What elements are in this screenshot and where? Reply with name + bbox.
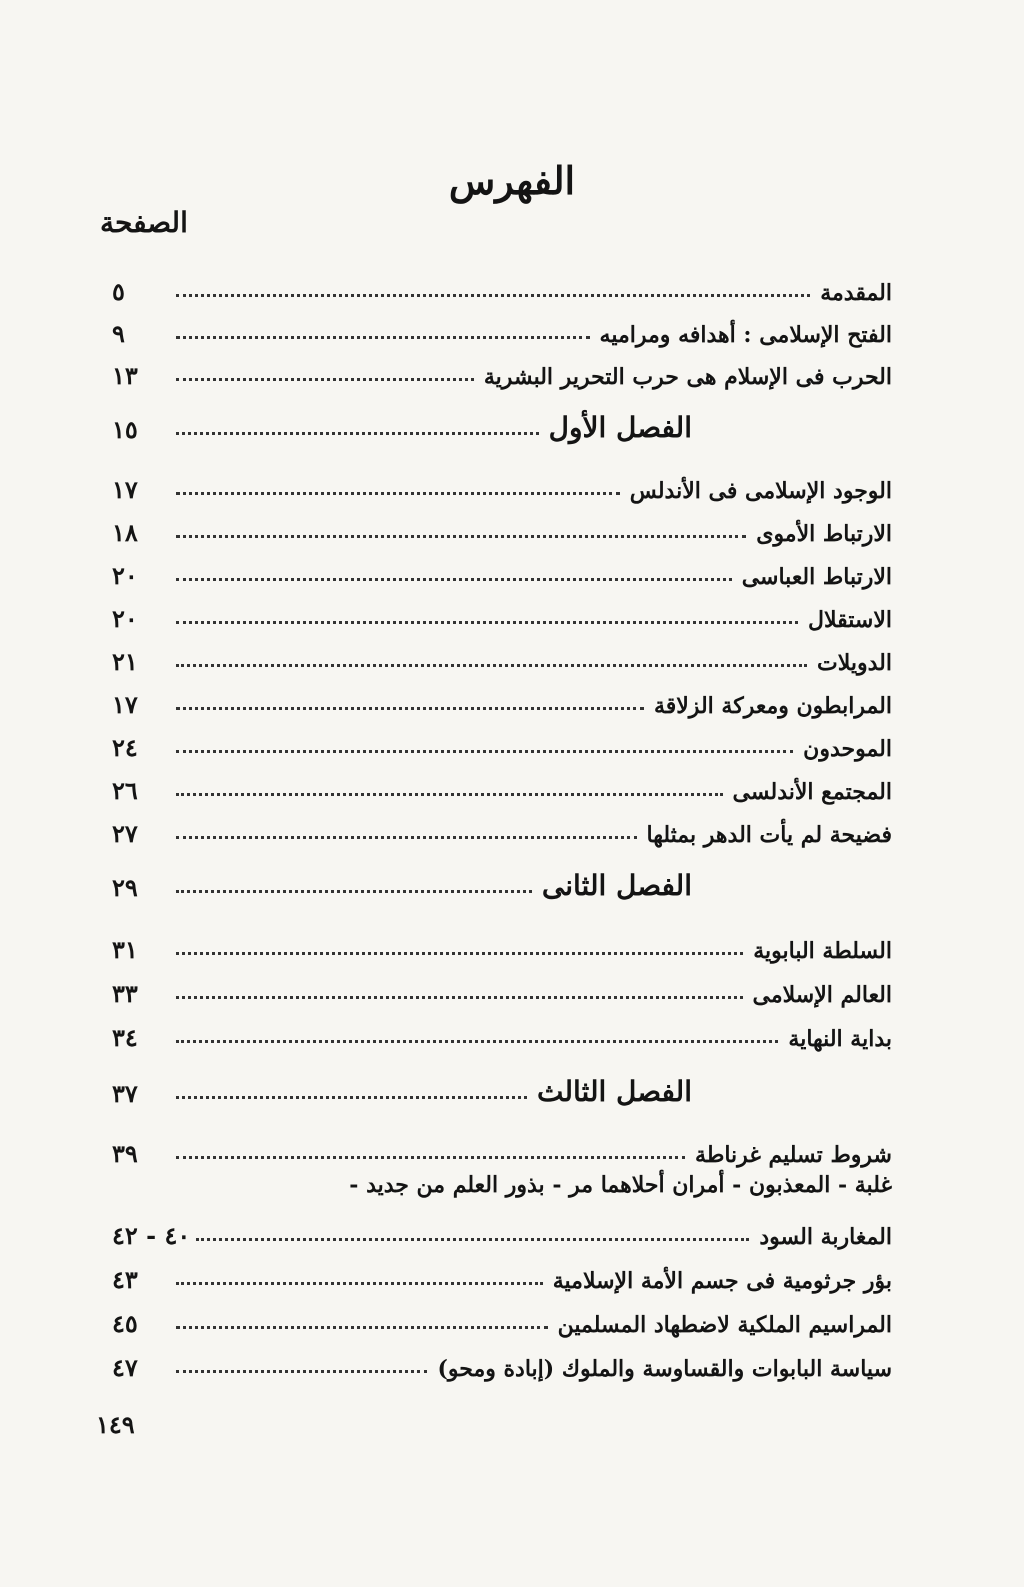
leader-dots — [176, 294, 810, 297]
toc-entry — [112, 266, 892, 306]
chapter-entry — [112, 862, 892, 902]
entry-page: ٣٤ — [112, 1023, 138, 1052]
entry-page: ٤٥ — [112, 1309, 138, 1338]
leader-dots — [176, 890, 532, 893]
entry-label: الارتباط الأموى — [756, 521, 892, 547]
entry-page: ٣١ — [112, 935, 138, 964]
entry-label: الفتح الإسلامى : أهدافه ومراميه — [599, 322, 892, 348]
entry-page: ٢٧ — [112, 819, 138, 848]
leader-dots — [176, 1326, 548, 1329]
entry-label: بؤر جرثومية فى جسم الأمة الإسلامية — [552, 1268, 892, 1294]
leader-dots — [176, 535, 746, 538]
leader-dots — [176, 378, 474, 381]
entry-page: ٢٩ — [112, 873, 138, 902]
continuation-line: غلبة - المعذبون - أمران أحلاهما مر - بذور العلم من جديد - — [349, 1172, 892, 1198]
toc-entry — [112, 350, 892, 390]
toc-entry — [112, 765, 892, 805]
leader-dots — [196, 1238, 749, 1241]
entry-page: ٢٤ — [112, 733, 138, 762]
chapter-entry — [112, 1068, 892, 1108]
entry-page: ١٨ — [112, 518, 138, 547]
entry-page: ٢٦ — [112, 776, 138, 805]
entry-page: ٢٠ — [112, 604, 138, 633]
leader-dots — [176, 1370, 427, 1373]
toc-entry — [112, 636, 892, 676]
leader-dots — [176, 952, 743, 955]
entry-label: الوجود الإسلامى فى الأندلس — [629, 478, 892, 504]
entry-label: الارتباط العباسى — [741, 564, 892, 590]
entry-page: ٣٣ — [112, 979, 138, 1008]
entry-label: الدويلات — [817, 650, 892, 676]
toc-entry — [112, 1298, 892, 1338]
entry-page: ٢١ — [112, 647, 138, 676]
chapter-label: الفصل الثانى — [541, 869, 692, 902]
toc-entry — [112, 1128, 892, 1168]
entry-page: ٤٣ — [112, 1265, 138, 1294]
entry-page: ١٣ — [112, 361, 138, 390]
toc-entry — [112, 550, 892, 590]
chapter-entry — [112, 404, 892, 444]
entry-label: الحرب فى الإسلام هى حرب التحرير البشرية — [483, 364, 892, 390]
leader-dots — [176, 996, 743, 999]
entry-page: ٤٧ — [112, 1353, 138, 1382]
entry-label: فضيحة لم يأت الدهر بمثلها — [646, 822, 892, 848]
leader-dots — [176, 707, 644, 710]
toc-entry — [112, 968, 892, 1008]
leader-dots — [176, 621, 798, 624]
toc-entry — [112, 722, 892, 762]
leader-dots — [176, 336, 590, 339]
toc-entry — [112, 308, 892, 348]
entry-page: ٣٩ — [112, 1139, 138, 1168]
leader-dots — [176, 1282, 543, 1285]
entry-page: ٣٧ — [112, 1079, 138, 1108]
entry-page: ٩ — [112, 319, 125, 348]
entry-label: المرابطون ومعركة الزلاقة — [653, 693, 892, 719]
leader-dots — [176, 578, 732, 581]
entry-label: الموحدون — [803, 736, 892, 762]
page-number: ١٤٩ — [96, 1410, 135, 1439]
entry-page: ٥ — [112, 277, 125, 306]
entry-page: ١٧ — [112, 475, 138, 504]
toc-entry — [112, 1254, 892, 1294]
toc-entry — [112, 1342, 892, 1382]
toc-entry — [112, 464, 892, 504]
entry-label: الاستقلال — [808, 607, 892, 633]
entry-label: المغاربة السود — [759, 1224, 892, 1250]
toc-entry — [112, 808, 892, 848]
leader-dots — [176, 836, 637, 839]
entry-label: بداية النهاية — [788, 1026, 892, 1052]
toc-entry — [112, 1210, 892, 1250]
entry-label: المجتمع الأندلسى — [732, 779, 892, 805]
entry-label: المراسيم الملكية لاضطهاد المسلمين — [557, 1312, 892, 1338]
page-column-header: الصفحة — [100, 206, 188, 239]
entry-page: ٢٠ — [112, 561, 138, 590]
toc-entry — [112, 1012, 892, 1052]
leader-dots — [176, 1096, 527, 1099]
leader-dots — [176, 1156, 685, 1159]
toc-entry — [112, 593, 892, 633]
entry-label: العالم الإسلامى — [752, 982, 892, 1008]
entry-page: ١٥ — [112, 415, 138, 444]
entry-page: ١٧ — [112, 690, 138, 719]
chapter-label: الفصل الثالث — [536, 1075, 692, 1108]
chapter-label: الفصل الأول — [548, 411, 692, 444]
page-title: الفهرس — [448, 158, 576, 203]
leader-dots — [176, 750, 793, 753]
toc-entry — [112, 924, 892, 964]
leader-dots — [176, 793, 723, 796]
leader-dots — [176, 664, 807, 667]
entry-label: المقدمة — [820, 280, 892, 306]
toc-entry — [112, 679, 892, 719]
entry-page: ٤٠ - ٤٢ — [112, 1221, 191, 1250]
leader-dots — [176, 432, 539, 435]
entry-label: شروط تسليم غرناطة — [695, 1142, 892, 1168]
leader-dots — [176, 1040, 778, 1043]
leader-dots — [176, 492, 620, 495]
entry-label: السلطة البابوية — [753, 938, 892, 964]
entry-label: سياسة البابوات والقساوسة والملوك (إبادة ومحو) — [437, 1356, 892, 1382]
toc-entry — [112, 507, 892, 547]
